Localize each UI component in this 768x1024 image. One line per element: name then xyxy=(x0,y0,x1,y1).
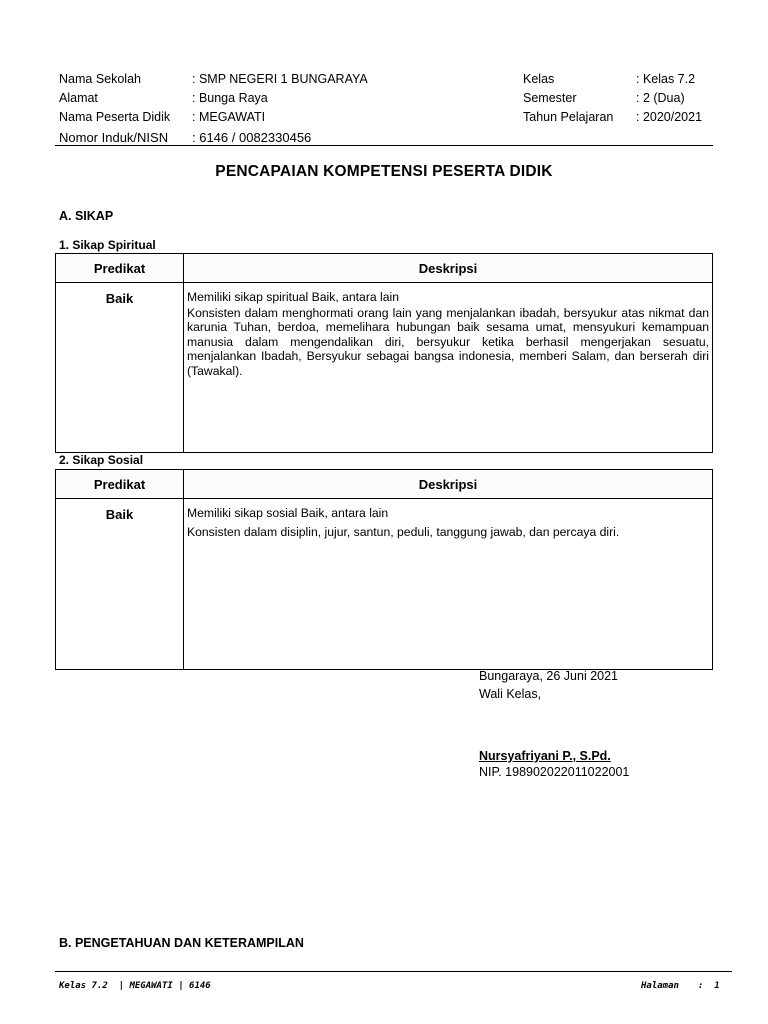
footer-left: Kelas 7.2 | MEGAWATI | 6146 xyxy=(59,981,211,991)
social-description-intro: Memiliki sikap sosial Baik, antara lain xyxy=(187,506,389,520)
student-name-label: Nama Peserta Didik xyxy=(59,110,171,124)
academic-year-label: Tahun Pelajaran xyxy=(523,110,614,124)
social-description-text: Konsisten dalam disiplin, jujur, santun, peduli, tanggung jawab, dan percaya diri. xyxy=(187,524,620,539)
section-a-heading: A. SIKAP xyxy=(59,209,114,223)
academic-year-value: : 2020/2021 xyxy=(636,110,703,124)
school-name-label: Nama Sekolah xyxy=(59,72,141,86)
semester-value: : 2 (Dua) xyxy=(636,91,685,105)
school-name-value: : SMP NEGERI 1 BUNGARAYA xyxy=(192,72,368,86)
social-description-cell xyxy=(184,499,713,670)
social-deskripsi-header: Deskripsi xyxy=(184,470,713,499)
spiritual-deskripsi-header: Deskripsi xyxy=(184,254,713,283)
section-b-heading: B. PENGETAHUAN DAN KETERAMPILAN xyxy=(59,936,304,950)
address-value: : Bunga Raya xyxy=(192,91,268,105)
footer-page-number: : 1 xyxy=(698,981,720,991)
signature-name: Nursyafriyani P., S.Pd. xyxy=(479,749,611,763)
spiritual-description-text: Konsisten dalam menghormati orang lain yang menjalankan ibadah, bersyukur atas nikmat dan karunia Tuhan, berdoa, memelihara hubungan baik sesama umat, mensyukuri kemampuan manusia dalam mengendalikan diri, bersyukur ketika berhasil mengerjakan sesuatu, menjalankan Ibadah, Bersyukur sebagai bangsa indonesia, memberi Salam, dan berserah diri (Tawakal). xyxy=(187,305,709,378)
social-predikat-header: Predikat xyxy=(56,470,184,499)
spiritual-predikat-header: Predikat xyxy=(56,254,184,283)
spiritual-description-cell xyxy=(184,283,713,453)
spiritual-predikat: Baik xyxy=(56,283,184,453)
social-table xyxy=(55,469,713,670)
signature-role: Wali Kelas, xyxy=(479,687,542,701)
footer-page-label: Halaman xyxy=(641,981,679,991)
semester-label: Semester xyxy=(523,91,577,105)
class-label: Kelas xyxy=(523,72,555,86)
social-predikat: Baik xyxy=(56,499,184,670)
signature-place-date: Bungaraya, 26 Juni 2021 xyxy=(479,669,618,683)
page-title: PENCAPAIAN KOMPETENSI PESERTA DIDIK xyxy=(215,163,553,180)
spiritual-description-intro: Memiliki sikap spiritual Baik, antara lain xyxy=(187,290,400,304)
class-value: : Kelas 7.2 xyxy=(636,72,696,86)
social-heading: 2. Sikap Sosial xyxy=(59,453,144,467)
signature-nip: NIP. 198902022011022001 xyxy=(479,765,630,779)
spiritual-heading: 1. Sikap Spiritual xyxy=(59,238,156,252)
header-divider xyxy=(55,145,713,146)
student-id-label: Nomor Induk/NISN xyxy=(59,130,169,145)
student-name-value: : MEGAWATI xyxy=(192,110,266,124)
footer-divider xyxy=(55,971,732,972)
student-id-value: : 6146 / 0082330456 xyxy=(192,130,312,145)
spiritual-table xyxy=(55,253,713,453)
address-label: Alamat xyxy=(59,91,98,105)
